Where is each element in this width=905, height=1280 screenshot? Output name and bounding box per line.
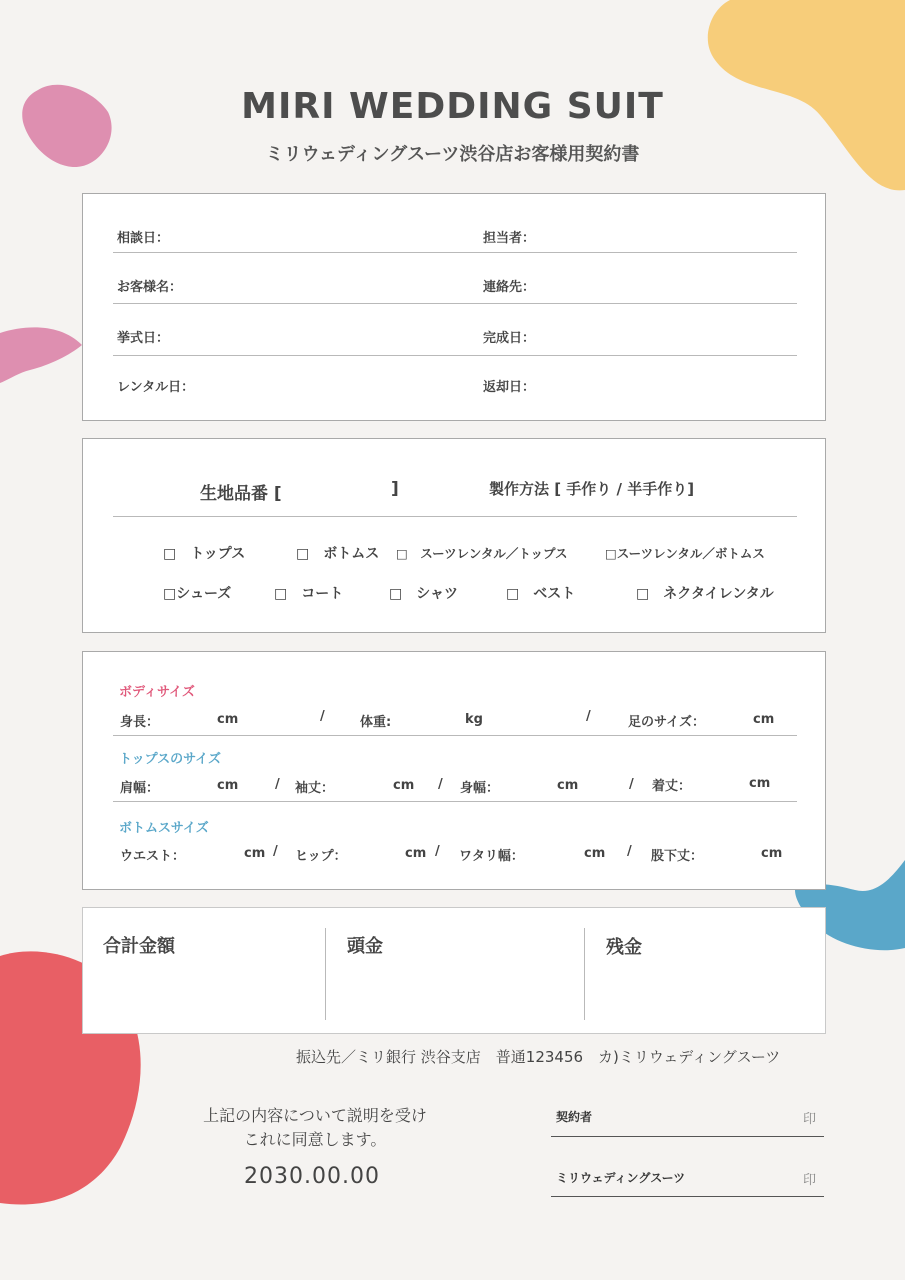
bottoms-size-title: ボトムスサイズ <box>119 821 209 836</box>
option-suit-rental-bottoms[interactable]: □スーツレンタル／ボトムス <box>605 546 765 561</box>
deposit-label[interactable]: 頭金 <box>347 936 383 957</box>
ceremony-date-field[interactable]: 挙式日： <box>117 331 170 346</box>
slash: / <box>435 844 440 859</box>
agreement-line-2: これに同意します。 <box>243 1130 387 1149</box>
balance-label[interactable]: 残金 <box>606 937 642 958</box>
seal-mark: 印 <box>803 1112 817 1127</box>
customer-info-box <box>82 193 826 421</box>
company-label: ミリウェディングスーツ <box>556 1171 686 1185</box>
payment-box <box>82 907 826 1034</box>
option-coat[interactable]: □ コート <box>274 586 344 602</box>
option-necktie-rental[interactable]: □ ネクタイレンタル <box>636 586 774 602</box>
option-shoes[interactable]: □シューズ <box>163 586 232 602</box>
slash: / <box>273 844 278 859</box>
thigh-unit: cm <box>584 846 606 861</box>
length-field[interactable]: 着丈： <box>652 779 692 794</box>
staff-field[interactable]: 担当者： <box>483 231 536 246</box>
slash: / <box>438 777 443 792</box>
chest-field[interactable]: 身幅： <box>460 781 500 796</box>
weight-unit: kg <box>465 712 483 727</box>
consult-date-field[interactable]: 相談日： <box>117 231 170 246</box>
thigh-field[interactable]: ワタリ幅： <box>459 849 524 864</box>
foot-size-field[interactable]: 足のサイズ： <box>628 715 705 730</box>
hip-unit: cm <box>405 846 427 861</box>
option-shirt[interactable]: □ シャツ <box>389 586 458 602</box>
sizes-box <box>82 651 826 890</box>
contractor-signature-line[interactable] <box>551 1136 824 1137</box>
inseam-unit: cm <box>761 846 783 861</box>
page-title: MIRI WEDDING SUIT <box>241 86 664 127</box>
company-signature-line[interactable] <box>551 1196 824 1197</box>
height-field[interactable]: 身長： <box>120 715 160 730</box>
chest-unit: cm <box>557 778 579 793</box>
return-date-field[interactable]: 返却日： <box>483 380 536 395</box>
rental-date-field[interactable]: レンタル日： <box>117 380 195 395</box>
divider <box>113 735 797 736</box>
shoulder-unit: cm <box>217 778 239 793</box>
hip-field[interactable]: ヒップ： <box>295 849 347 864</box>
option-suit-rental-tops[interactable]: □ スーツレンタル／トップス <box>396 546 568 561</box>
slash: / <box>629 777 634 792</box>
slash: / <box>275 777 280 792</box>
height-unit: cm <box>217 712 239 727</box>
option-vest[interactable]: □ ベスト <box>506 586 576 602</box>
divider <box>113 516 797 517</box>
customer-name-field[interactable]: お客様名： <box>117 280 183 295</box>
contact-field[interactable]: 連絡先： <box>483 280 536 295</box>
body-size-title: ボディサイズ <box>119 685 195 700</box>
option-bottoms[interactable]: □ ボトムス <box>296 546 380 562</box>
contractor-label: 契約者 <box>556 1110 593 1124</box>
fabric-number-label[interactable]: 生地品番 [ <box>200 484 282 504</box>
sleeve-field[interactable]: 袖丈： <box>295 781 335 796</box>
sleeve-unit: cm <box>393 778 415 793</box>
waist-unit: cm <box>244 846 266 861</box>
slash: / <box>627 844 632 859</box>
agreement-line-1: 上記の内容について説明を受け <box>203 1106 427 1125</box>
agreement-date[interactable]: 2030.00.00 <box>244 1164 380 1189</box>
total-amount-label[interactable]: 合計金額 <box>103 936 175 957</box>
slash: / <box>586 709 591 724</box>
production-method[interactable]: 製作方法 [ 手作り / 半手作り] <box>489 480 695 498</box>
tops-size-title: トップスのサイズ <box>119 752 222 767</box>
bank-transfer-info: 振込先／ミリ銀行 渋谷支店 普通123456 カ)ミリウェディングスーツ <box>296 1048 781 1066</box>
fabric-box <box>82 438 826 633</box>
completion-date-field[interactable]: 完成日： <box>483 331 536 346</box>
weight-field[interactable]: 体重: <box>360 715 392 730</box>
slash: / <box>320 709 325 724</box>
page-subtitle: ミリウェディングスーツ渋谷店お客様用契約書 <box>265 144 640 165</box>
divider <box>325 928 326 1020</box>
inseam-field[interactable]: 股下丈： <box>651 849 704 864</box>
divider <box>584 928 585 1020</box>
length-unit: cm <box>749 776 771 791</box>
divider <box>113 252 797 253</box>
divider <box>113 355 797 356</box>
fabric-number-close: ] <box>391 479 399 499</box>
seal-mark: 印 <box>803 1173 817 1188</box>
pink-blob-left <box>0 325 85 385</box>
option-tops[interactable]: □ トップス <box>163 546 246 562</box>
divider <box>113 801 797 802</box>
foot-unit: cm <box>753 712 775 727</box>
divider <box>113 303 797 304</box>
shoulder-field[interactable]: 肩幅： <box>120 781 160 796</box>
waist-field[interactable]: ウエスト： <box>120 849 186 864</box>
